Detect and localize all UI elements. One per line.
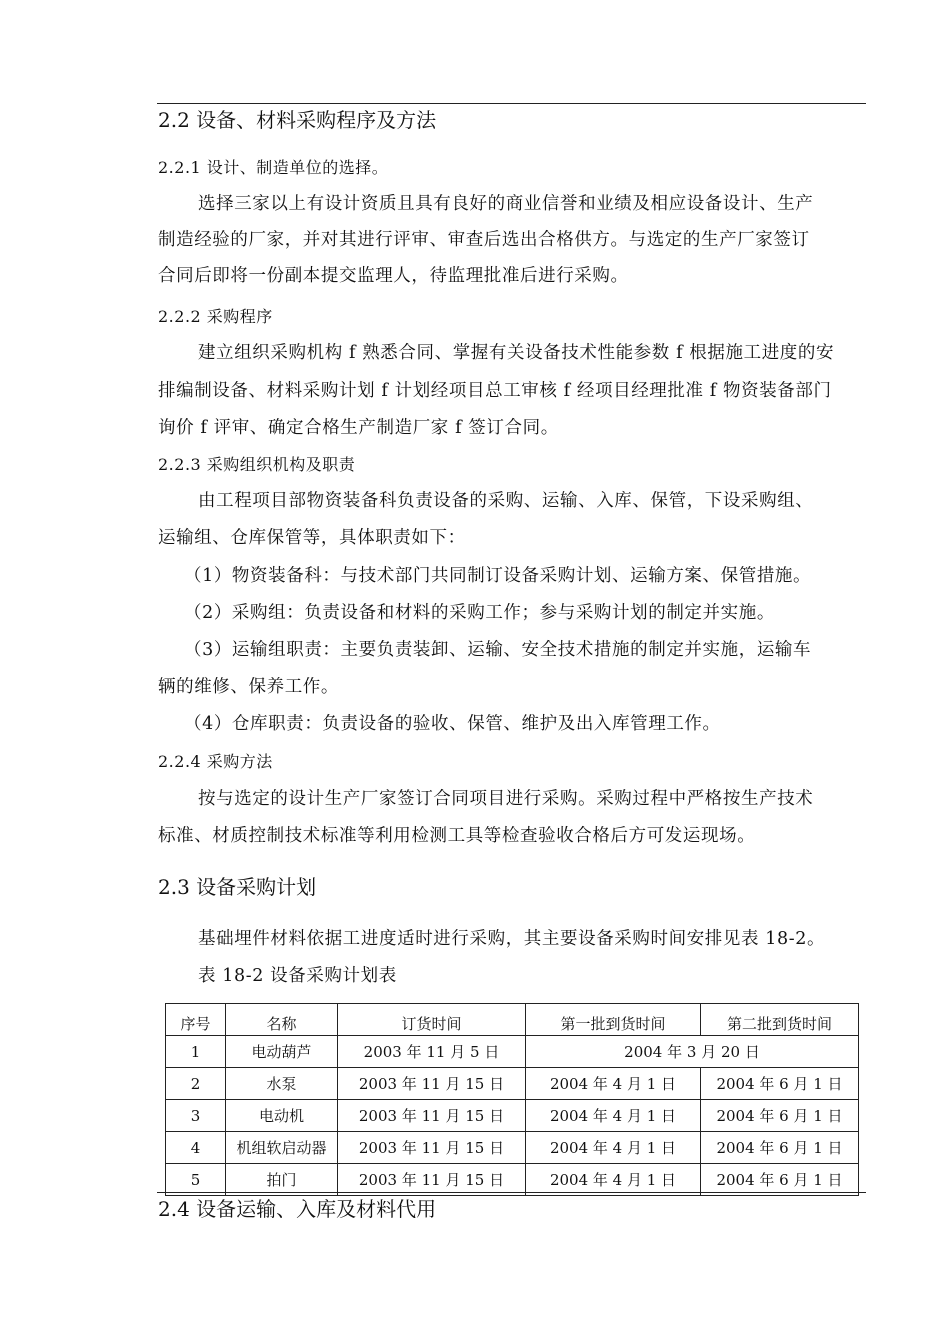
table-caption: 表 18-2 设备采购计划表 [198,966,397,986]
cell-name: 机组软启动器 [226,1132,338,1164]
section-2-4-heading: 2.4 设备运输、入库及材料代用 [158,1197,437,1221]
cell-order-date: 2003 年 11 月 15 日 [338,1100,526,1132]
table-row [166,1068,859,1100]
bottom-rule [157,1192,866,1193]
duty-item-2: （2）采购组：负责设备和材料的采购工作；参与采购计划的制定并实施。 [184,603,775,623]
table-row [166,1164,859,1196]
section-2-3-heading: 2.3 设备采购计划 [158,875,317,899]
cell-delivery-merged: 2004 年 3 月 20 日 [526,1036,859,1068]
cell-first-delivery: 2004 年 4 月 1 日 [526,1068,701,1100]
duty-item-3: （3）运输组职责：主要负责装卸、运输、安全技术措施的制定并实施，运输车 [184,640,812,660]
table-row [166,1100,859,1132]
section-2-2-1-heading: 2.2.1 设计、制造单位的选择。 [158,158,389,177]
cell-index: 1 [166,1036,226,1068]
cell-name: 电动机 [226,1100,338,1132]
cell-name: 水泵 [226,1068,338,1100]
cell-index: 4 [166,1132,226,1164]
duty-item-1: （1）物资装备科：与技术部门共同制订设备采购计划、运输方案、保管措施。 [184,566,812,586]
paragraph-line: 标准、材质控制技术标准等利用检测工具等检查验收合格后方可发运现场。 [158,826,756,846]
cell-first-delivery: 2004 年 4 月 1 日 [526,1164,701,1196]
cell-second-delivery: 2004 年 6 月 1 日 [701,1100,859,1132]
paragraph-line: 制造经验的厂家，并对其进行评审、审查后选出合格供方。与选定的生产厂家签订 [158,230,810,250]
section-2-2-2-heading: 2.2.2 采购程序 [158,307,273,326]
cell-second-delivery: 2004 年 6 月 1 日 [701,1164,859,1196]
header-name: 名称 [226,1004,338,1036]
cell-order-date: 2003 年 11 月 15 日 [338,1068,526,1100]
section-2-2-4-heading: 2.2.4 采购方法 [158,752,273,771]
paragraph-line: 询价 f 评审、确定合格生产制造厂家 f 签订合同。 [158,418,559,438]
section-2-2-heading: 2.2 设备、材料采购程序及方法 [158,108,437,132]
section-2-2-3-heading: 2.2.3 采购组织机构及职责 [158,455,356,474]
cell-order-date: 2003 年 11 月 15 日 [338,1164,526,1196]
cell-first-delivery: 2004 年 4 月 1 日 [526,1132,701,1164]
section-2-3-intro: 基础埋件材料依据工进度适时进行采购，其主要设备采购时间安排见表 18-2。 [198,929,826,949]
table-row [166,1132,859,1164]
paragraph-line: 运输组、仓库保管等，具体职责如下： [158,528,466,548]
top-rule [157,103,866,104]
cell-index: 3 [166,1100,226,1132]
cell-name: 拍门 [226,1164,338,1196]
paragraph-line: 按与选定的设计生产厂家签订合同项目进行采购。采购过程中严格按生产技术 [198,789,814,809]
paragraph-line: 由工程项目部物资装备科负责设备的采购、运输、入库、保管，下设采购组、 [198,491,814,511]
paragraph-line: 建立组织采购机构 f 熟悉合同、掌握有关设备技术性能参数 f 根据施工进度的安 [198,343,835,363]
cell-index: 2 [166,1068,226,1100]
paragraph-line: 排编制设备、材料采购计划 f 计划经项目总工审核 f 经项目经理批准 f 物资装备部门 [158,381,832,401]
cell-order-date: 2003 年 11 月 5 日 [338,1036,526,1068]
header-second-delivery: 第二批到货时间 [701,1004,859,1036]
table-header-row [166,1004,859,1036]
cell-index: 5 [166,1164,226,1196]
table-row [166,1036,859,1068]
cell-name: 电动葫芦 [226,1036,338,1068]
procurement-plan-table [165,1003,859,1196]
header-order-date: 订货时间 [338,1004,526,1036]
paragraph-line: 辆的维修、保养工作。 [158,677,339,697]
paragraph-line: 选择三家以上有设计资质且具有良好的商业信誉和业绩及相应设备设计、生产 [198,194,814,214]
cell-order-date: 2003 年 11 月 15 日 [338,1132,526,1164]
header-first-delivery: 第一批到货时间 [526,1004,701,1036]
header-index: 序号 [166,1004,226,1036]
duty-item-4: （4）仓库职责：负责设备的验收、保管、维护及出入库管理工作。 [184,714,721,734]
paragraph-line: 合同后即将一份副本提交监理人，待监理批准后进行采购。 [158,266,629,286]
cell-second-delivery: 2004 年 6 月 1 日 [701,1068,859,1100]
cell-first-delivery: 2004 年 4 月 1 日 [526,1100,701,1132]
cell-second-delivery: 2004 年 6 月 1 日 [701,1132,859,1164]
